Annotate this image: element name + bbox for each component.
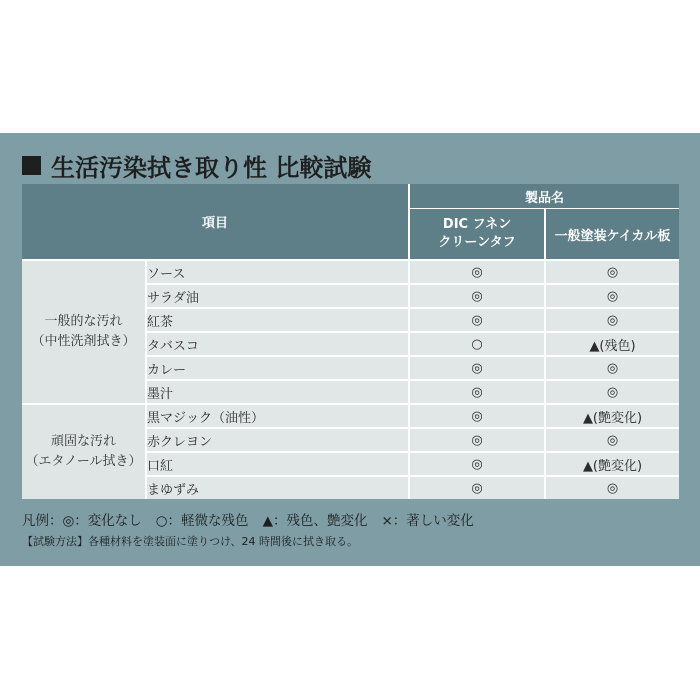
row-value-b: ◎ (545, 356, 679, 380)
row-value-a: ◎ (409, 284, 545, 308)
row-value-a: ◎ (409, 356, 545, 380)
legend-label: 凡例： (22, 513, 63, 529)
row-item: サラダ油 (146, 284, 409, 308)
row-value-b: ▲(艶変化) (545, 452, 679, 476)
row-value-b: ◎ (545, 428, 679, 452)
group-label-line2: （エタノール拭き） (25, 454, 142, 469)
row-value-a: ◎ (409, 404, 545, 428)
group-label-line1: 一般的な汚れ (44, 314, 123, 329)
row-value-a: ◎ (409, 452, 545, 476)
table-row (22, 260, 679, 284)
row-item: タバスコ (146, 332, 409, 356)
header-products-label: 製品名 (525, 190, 565, 206)
page-title (22, 147, 371, 183)
legend-double-circle: ◎：変化なし (62, 513, 142, 529)
group-label-line1: 頑固な汚れ (50, 434, 116, 449)
header-product-a (409, 209, 545, 261)
row-value-b: ◎ (545, 260, 679, 284)
row-item: 紅茶 (146, 308, 409, 332)
row-item: まゆずみ (146, 476, 409, 499)
header-product-b (545, 209, 679, 261)
row-value-b: ▲(残色) (545, 332, 679, 356)
header-item-label: 項目 (202, 216, 229, 231)
row-value-a: ◎ (409, 428, 545, 452)
row-item: 墨汁 (146, 380, 409, 404)
row-item: カレー (146, 356, 409, 380)
header-item (22, 184, 409, 260)
product-a-line1: DIC フネン (442, 217, 512, 232)
row-value-a: ◎ (409, 380, 545, 404)
row-value-b: ◎ (545, 284, 679, 308)
row-value-b: ▲(艶変化) (545, 404, 679, 428)
test-method-note: 【試験方法】各種材料を塗装面に塗りつけ、24 時間後に拭き取る。 (22, 535, 359, 548)
header-row-top (22, 184, 679, 209)
row-item: ソース (146, 260, 409, 284)
row-value-a: ○ (409, 332, 545, 356)
row-item: 口紅 (146, 452, 409, 476)
legend-triangle: ▲：残色、艶変化 (262, 513, 368, 529)
row-value-a: ◎ (409, 308, 545, 332)
row-value-a: ◎ (409, 476, 545, 499)
row-value-a: ◎ (409, 260, 545, 284)
row-item: 黒マジック（油性） (146, 404, 409, 428)
comparison-table (22, 184, 679, 499)
row-item: 赤クレヨン (146, 428, 409, 452)
group-general (22, 260, 146, 404)
table-row (22, 404, 679, 428)
product-b-label: 一般塗装ケイカル板 (554, 228, 671, 244)
row-value-b: ◎ (545, 380, 679, 404)
title-text: 生活汚染拭き取り性 比較試験 (51, 153, 372, 182)
group-label-line2: （中性洗剤拭き） (31, 334, 136, 349)
row-value-b: ◎ (545, 308, 679, 332)
header-products (409, 184, 679, 209)
legend (22, 509, 488, 529)
square-bullet-icon (22, 156, 41, 175)
row-value-b: ◎ (545, 476, 679, 499)
legend-cross: ×：著しい変化 (381, 513, 474, 529)
group-stubborn (22, 404, 146, 499)
product-a-line2: クリーンタフ (438, 235, 516, 250)
legend-circle: ○：軽微な残色 (155, 513, 249, 529)
